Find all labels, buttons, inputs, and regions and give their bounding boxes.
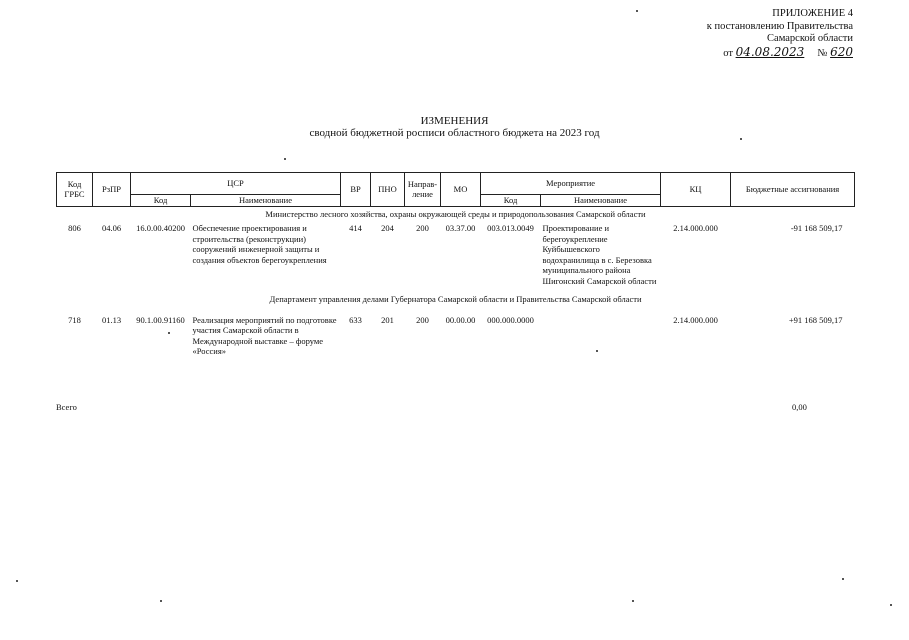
cell-pno: 204 xyxy=(381,223,394,233)
scan-speck xyxy=(890,604,892,606)
header-event-name: Наименование xyxy=(541,195,661,207)
department-row xyxy=(57,288,855,307)
document-subtitle: сводной бюджетной росписи областного бюджета на 2023 год xyxy=(309,127,600,139)
table-row xyxy=(57,307,855,359)
header-csr-name: Наименование xyxy=(191,195,341,207)
department-name: Министерство лесного хозяйства, охраны окружающей среды и природопользования Самарской области xyxy=(265,208,646,219)
department-name: Департамент управления делами Губернатора Самарской области и Правительства Самарской области xyxy=(269,294,642,304)
scan-speck xyxy=(16,580,18,582)
appendix-subtitle: к постановлению Правительства xyxy=(706,20,853,32)
cell-event-name xyxy=(541,307,661,359)
header-grbs: Код ГРБС xyxy=(57,173,93,207)
scan-speck xyxy=(636,10,638,12)
cell-event-code: 000.000.0000 xyxy=(487,314,534,325)
header-event-code: Код xyxy=(481,195,541,207)
cell-amount: +91 168 509,17 xyxy=(788,314,843,325)
changes-table xyxy=(56,172,855,359)
cell-rzpr: 01.13 xyxy=(101,314,122,325)
header-event: Мероприятие xyxy=(481,173,661,195)
scan-speck xyxy=(160,600,162,602)
header-direction: Направ-ление xyxy=(405,173,441,207)
header-pno: ПНО xyxy=(371,173,405,207)
cell-direction: 200 xyxy=(416,314,429,325)
header-rzpr: РзПР xyxy=(93,173,131,207)
total-label: Всего xyxy=(56,402,77,412)
scan-speck xyxy=(842,578,844,580)
appendix-date: 04.08.2023 xyxy=(735,44,805,59)
header-vr: ВР xyxy=(341,173,371,207)
cell-pno: 201 xyxy=(381,314,394,325)
cell-amount: -91 168 509,17 xyxy=(790,223,843,233)
scan-speck xyxy=(284,158,286,160)
department-row xyxy=(57,206,855,221)
cell-grbs: 806 xyxy=(68,223,81,233)
appendix-block xyxy=(707,8,853,60)
appendix-number: 620 xyxy=(830,44,853,59)
document-title: ИЗМЕНЕНИЯ xyxy=(420,115,489,127)
cell-kc: 2.14.000.000 xyxy=(673,223,718,233)
cell-vr: 633 xyxy=(349,314,362,325)
header-kc: КЦ xyxy=(661,173,731,207)
cell-direction: 200 xyxy=(416,223,429,233)
cell-vr: 414 xyxy=(349,223,362,233)
table-row xyxy=(57,221,855,288)
cell-csr-code: 16.0.00.40200 xyxy=(136,223,185,233)
appendix-title: ПРИЛОЖЕНИЕ 4 xyxy=(772,8,853,19)
scan-speck xyxy=(632,600,634,602)
scan-speck xyxy=(168,332,170,334)
header-csr-code: Код xyxy=(131,195,191,207)
cell-csr-name: Обеспечение проектирования и строительства (реконструкции) сооружений инженерной защиты и создания объектов берегоукрепления xyxy=(192,223,327,265)
cell-kc: 2.14.000.000 xyxy=(673,314,718,325)
cell-csr-code: 90.1.00.91160 xyxy=(136,314,185,325)
appendix-number-label: № xyxy=(817,47,828,59)
cell-mo: 03.37.00 xyxy=(445,223,476,233)
appendix-region: Самарской области xyxy=(767,33,853,44)
cell-csr-name: Реализация мероприятий по подготовке участия Самарской области в Международной выставке – форуме «Россия» xyxy=(192,314,337,356)
scan-speck xyxy=(740,138,742,140)
cell-grbs: 718 xyxy=(68,314,81,325)
cell-event-name: Проектирование и берегоукрепление Куйбышевского водохранилища в с. Березовка муниципального района Шигонский Самарской области xyxy=(542,223,657,286)
header-mo: МО xyxy=(441,173,481,207)
cell-event-code: 003.013.0049 xyxy=(487,223,534,233)
total-value: 0,00 xyxy=(792,402,807,412)
cell-rzpr: 04.06 xyxy=(101,223,122,233)
header-assignments: Бюджетные ассигнования xyxy=(731,173,855,207)
scan-speck xyxy=(596,350,598,352)
cell-mo: 00.00.00 xyxy=(445,314,476,325)
appendix-from-label: от xyxy=(723,47,733,59)
header-csr: ЦСР xyxy=(131,173,341,195)
